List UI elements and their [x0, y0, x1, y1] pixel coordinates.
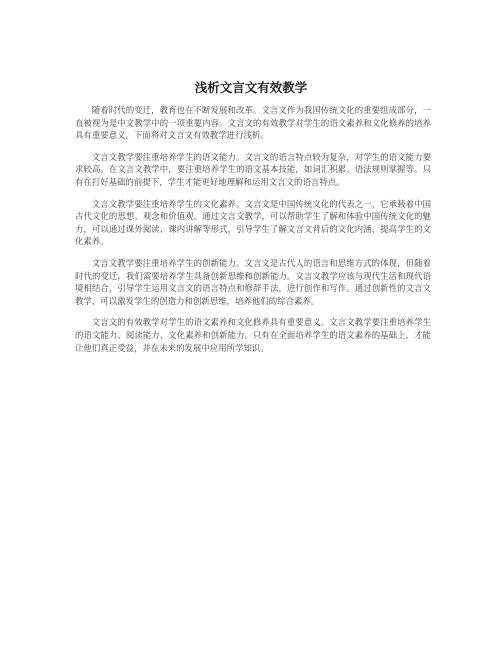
document-title: 浅析文言文有效教学 [194, 80, 308, 95]
paragraph-cultural-literacy: 文言文教学要注重培养学生的文化素养。文言文是中国传统文化的代表之一，它承载着中国古代文化的思想、观念和价值观。通过文言文教学，可以帮助学生了解和体验中国传统文化的魅力，可以通过课外阅读、课内讲解等形式，引导学生了解文言文背后的文化内涵，提高学生的文化素养。 [75, 198, 431, 247]
document-body [75, 104, 431, 363]
paragraph-conclusion: 文言文的有效教学对学生的语文素养和文化修养具有重要意义。文言文教学要注重培养学生的语文能力、阅读能力、文化素养和创新能力。只有在全面培养学生的语文素养的基础上，才能让他们真正受益，并在未来的发展中应用所学知识。 [75, 317, 431, 353]
paragraph-innovation: 文言文教学要注重培养学生的创新能力。文言文是古代人的语言和思维方式的体现，但随着时代的变迁，我们需要培养学生具备创新思维和创新能力。文言文教学应该与现代生活和现代语境相结合，引导学生运用文言文的语言特点和修辞手法，进行创作和写作。通过创新性的文言文教学，可以激发学生的创造力和创新思维，培养他们的综合素养。 [75, 257, 431, 306]
paragraph-intro: 随着时代的变迁，教育也在不断发展和改革。文言文作为我国传统文化的重要组成部分，一直被视为是中文教学中的一项重要内容。文言文的有效教学对学生的语文素养和文化修养的培养具有重要意义。下面将对文言文有效教学进行浅析。 [75, 105, 431, 141]
paragraph-language-ability: 文言文教学要注重培养学生的语文能力。文言文的语言特点较为复杂，对学生的语文能力要求较高。在文言文教学中，要注重培养学生的语文基本技能，如词汇积累、语法规则掌握等。只有在打好基础的前提下，学生才能更好地理解和运用文言文的语言特点。 [75, 151, 431, 187]
